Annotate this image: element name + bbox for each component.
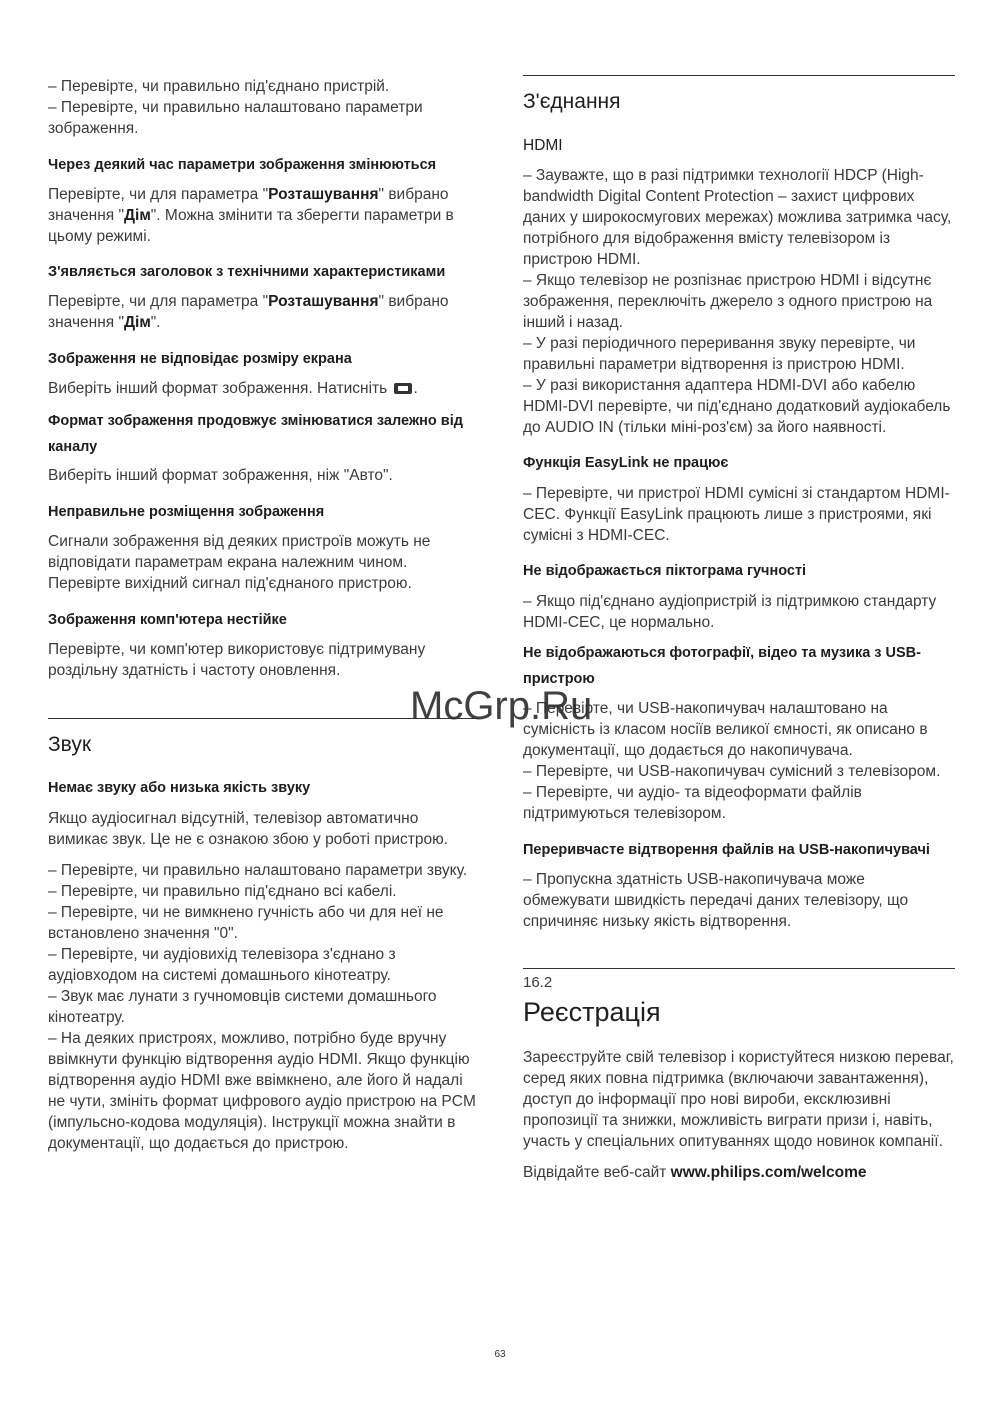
text-no-sound: Якщо аудіосигнал відсутній, телевізор автоматично вимикає звук. Це не є ознакою збою у роботі пристрою. <box>48 810 449 848</box>
heading-easylink: Функція EasyLink не працює <box>523 455 729 471</box>
list-item: – Перевірте, чи аудіо- та відеоформати файлів підтримуються телевізором. <box>523 784 862 822</box>
list-item: – Перевірте, чи USB-накопичувач сумісний з телевізором. <box>523 763 941 780</box>
heading-pc-unstable: Зображення комп'ютера нестійке <box>48 612 287 628</box>
text-registration: Зареєструйте свій телевізор і користуйтеся низкою переваг, серед яких повна підтримка (включаючи завантаження), доступ до інформації про нові вироби, ексклюзивні пропозиції та знижки, можливість виграти призи і, навіть, участь у спеціальних опитуваннях щодо новинок компанії. <box>523 1049 954 1150</box>
heading-choppy-playback: Переривчасте відтворення файлів на USB-накопичувачі <box>523 842 930 858</box>
intro-line: – Перевірте, чи правильно під'єднано пристрій. <box>48 78 390 95</box>
list-item: – Перевірте, чи аудіовихід телевізора з'єднано з аудіовходом на системі домашнього кінотеатру. <box>48 946 396 984</box>
heading-screen-fit: Зображення не відповідає розміру екрана <box>48 351 352 367</box>
text-volume-icon: – Якщо під'єднано аудіопристрій із підтримкою стандарту HDMI-CEC, це нормально. <box>523 593 937 631</box>
text-visit-website: Відвідайте веб-сайт www.philips.com/welcome <box>523 1164 867 1181</box>
watermark: McGrp.Ru <box>410 684 593 728</box>
list-item: – У разі використання адаптера HDMI-DVI або кабелю HDMI-DVI перевірте, чи під'єднано додатковий аудіокабель до AUDIO IN (тільки міні-роз'єм) за його наявності. <box>523 377 951 436</box>
chapter-number: 16.2 <box>523 974 553 991</box>
section-divider <box>523 75 955 76</box>
list-item: – Звук має лунати з гучномовців системи домашнього кінотеатру. <box>48 988 437 1026</box>
section-title-sound: Звук <box>48 733 92 756</box>
heading-no-sound: Немає звуку або низька якість звуку <box>48 780 311 796</box>
text-screen-fit: Виберіть інший формат зображення. Натисніть . <box>48 380 418 397</box>
intro-block <box>48 76 478 139</box>
website-link[interactable]: www.philips.com/welcome <box>670 1164 867 1181</box>
list-item: – Перевірте, чи USB-накопичувач налаштовано на сумісність із класом носіїв великої ємності, як описано в документації, що додається до накопичувача. <box>523 700 928 759</box>
page-number: 63 <box>494 1349 506 1360</box>
heading-position: Неправильне розміщення зображення <box>48 504 325 520</box>
list-item: – На деяких пристроях, можливо, потрібно буде вручну ввімкнути функцію відтворення аудіо HDMI. Якщо функцію відтворення аудіо HDMI вже ввімкнено, але його й надалі не чути, змініть формат цифрового аудіо пристрою на PCM (імпульсно-кодова модуляція). Інструкції можна знайти в документації, що додається до пристрою. <box>48 1030 476 1152</box>
chapter-title-registration: Реєстрація <box>523 997 661 1027</box>
picture-format-icon <box>394 383 412 394</box>
text-picture-changes: Перевірте, чи для параметра "Розташування" вибрано значення "Дім". Можна змінити та зберегти параметри в цьому режимі. <box>48 186 454 245</box>
list-item: – У разі періодичного переривання звуку перевірте, чи правильні параметри відтворення із пристрою HDMI. <box>523 335 916 373</box>
hdmi-checklist <box>523 165 955 438</box>
heading-format-changes: Формат зображення продовжує змінюватися залежно від каналу <box>48 413 463 455</box>
list-item: – Перевірте, чи не вимкнено гучність або чи для неї не встановлено значення "0". <box>48 904 444 942</box>
heading-volume-icon: Не відображається піктограма гучності <box>523 563 807 579</box>
intro-line: – Перевірте, чи правильно налаштовано параметри зображення. <box>48 99 423 137</box>
list-item: – Якщо телевізор не розпізнає пристрою HDMI і відсутнє зображення, переключіть джерело з одного пристрою на інший і назад. <box>523 272 933 331</box>
text-banner: Перевірте, чи для параметра "Розташування" вибрано значення "Дім". <box>48 293 449 331</box>
heading-usb-media: Не відображаються фотографії, відео та музика з USB-пристрою <box>523 645 921 687</box>
section-title-connections: З'єднання <box>523 90 621 113</box>
text-format-changes: Виберіть інший формат зображення, ніж "Авто". <box>48 467 393 484</box>
list-item: – Перевірте, чи правильно під'єднано всі кабелі. <box>48 883 397 900</box>
text-choppy-playback: – Пропускна здатність USB-накопичувача може обмежувати швидкість передачі даних телевізору, що спричиняє низьку якість відтворення. <box>523 871 909 930</box>
text-easylink: – Перевірте, чи пристрої HDMI сумісні зі стандартом HDMI-CEC. Функції EasyLink працюють лише з пристроями, які сумісні з HDMI-CEC. <box>523 485 950 544</box>
text-pc-unstable: Перевірте, чи комп'ютер використовує підтримувану роздільну здатність і частоту оновлення. <box>48 641 426 679</box>
list-item: – Перевірте, чи правильно налаштовано параметри звуку. <box>48 862 468 879</box>
text-position: Сигнали зображення від деяких пристроїв можуть не відповідати параметрам екрана належним чином. Перевірте вихідний сигнал під'єднаного пристрою. <box>48 533 431 592</box>
list-item: – Зауважте, що в разі підтримки технології HDCP (High-bandwidth Digital Content Protection – захист цифрових даних у широкосмугових мережах) можлива затримка часу, потрібного для відображення вмісту телевізором із пристрою HDMI. <box>523 167 952 268</box>
heading-banner: З'являється заголовок з технічними характеристиками <box>48 264 446 280</box>
sound-checklist <box>48 860 478 1154</box>
section-divider <box>523 968 955 969</box>
heading-hdmi: HDMI <box>523 137 563 154</box>
heading-picture-changes: Через деякий час параметри зображення змінюються <box>48 157 437 173</box>
